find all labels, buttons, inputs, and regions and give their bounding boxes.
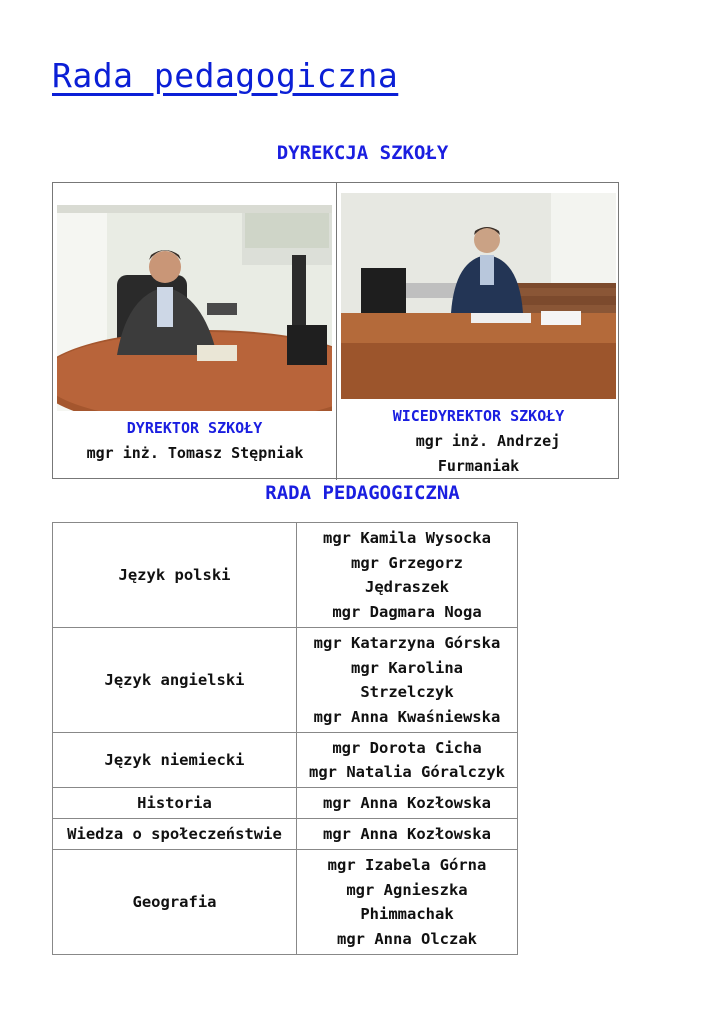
- direction-table: [52, 182, 619, 479]
- subject-cell: Język angielski: [53, 628, 297, 733]
- subject-cell: Historia: [53, 788, 297, 819]
- table-row: [53, 819, 518, 850]
- teacher-name: mgr Grzegorz: [351, 553, 463, 572]
- table-row: [53, 788, 518, 819]
- table-row: [53, 733, 518, 788]
- subject-cell: Język niemiecki: [53, 733, 297, 788]
- teachers-cell: [297, 628, 518, 733]
- director-name: mgr inż. Tomasz Stępniak: [86, 444, 304, 462]
- table-row: [53, 850, 518, 955]
- teacher-name: mgr Dagmara Noga: [332, 602, 482, 621]
- teacher-name: mgr Kamila Wysocka: [323, 529, 491, 547]
- teacher-name: mgr Anna Kozłowska: [323, 793, 491, 812]
- teacher-name: Phimmachak: [360, 905, 454, 923]
- teachers-cell: [297, 788, 518, 819]
- teacher-name: mgr Izabela Górna: [327, 856, 487, 874]
- teacher-name: mgr Natalia Góralczyk: [309, 763, 505, 781]
- vice-director-role: WICEDYREKTOR SZKOŁY: [392, 407, 565, 425]
- staff-table: [52, 522, 518, 955]
- teacher-name: Jędraszek: [365, 578, 449, 596]
- teacher-name: mgr Anna Kwaśniewska: [313, 707, 501, 726]
- subject-cell: Wiedza o społeczeństwie: [53, 819, 297, 850]
- subject-cell: Geografia: [53, 850, 297, 955]
- table-row: [53, 523, 518, 628]
- table-row: [53, 628, 518, 733]
- teacher-name: mgr Dorota Cicha: [332, 738, 482, 757]
- vice-director-name-line1: mgr inż. Andrzej: [415, 432, 561, 450]
- director-role: DYREKTOR SZKOŁY: [126, 419, 263, 437]
- teacher-name: mgr Karolina: [351, 658, 463, 677]
- teachers-cell: [297, 850, 518, 955]
- direction-heading: DYREKCJA SZKOŁY: [276, 142, 449, 164]
- teacher-name: mgr Anna Olczak: [337, 929, 477, 948]
- vice-director-name-line2: Furmaniak: [437, 457, 520, 475]
- teachers-cell: [297, 523, 518, 628]
- council-heading: RADA PEDAGOGICZNA: [265, 482, 460, 504]
- teacher-name: mgr Agnieszka: [346, 880, 468, 899]
- subject-cell: Język polski: [53, 523, 297, 628]
- vice-director-cell: [337, 183, 620, 480]
- page-title[interactable]: Rada pedagogiczna: [52, 56, 399, 95]
- director-photo: [57, 205, 332, 411]
- teachers-cell: [297, 733, 518, 788]
- teacher-name: mgr Anna Kozłowska: [323, 824, 491, 843]
- teacher-name: mgr Katarzyna Górska: [313, 634, 501, 652]
- vice-director-photo: [341, 193, 616, 399]
- director-cell: [53, 183, 337, 480]
- teacher-name: Strzelczyk: [360, 683, 454, 701]
- teachers-cell: [297, 819, 518, 850]
